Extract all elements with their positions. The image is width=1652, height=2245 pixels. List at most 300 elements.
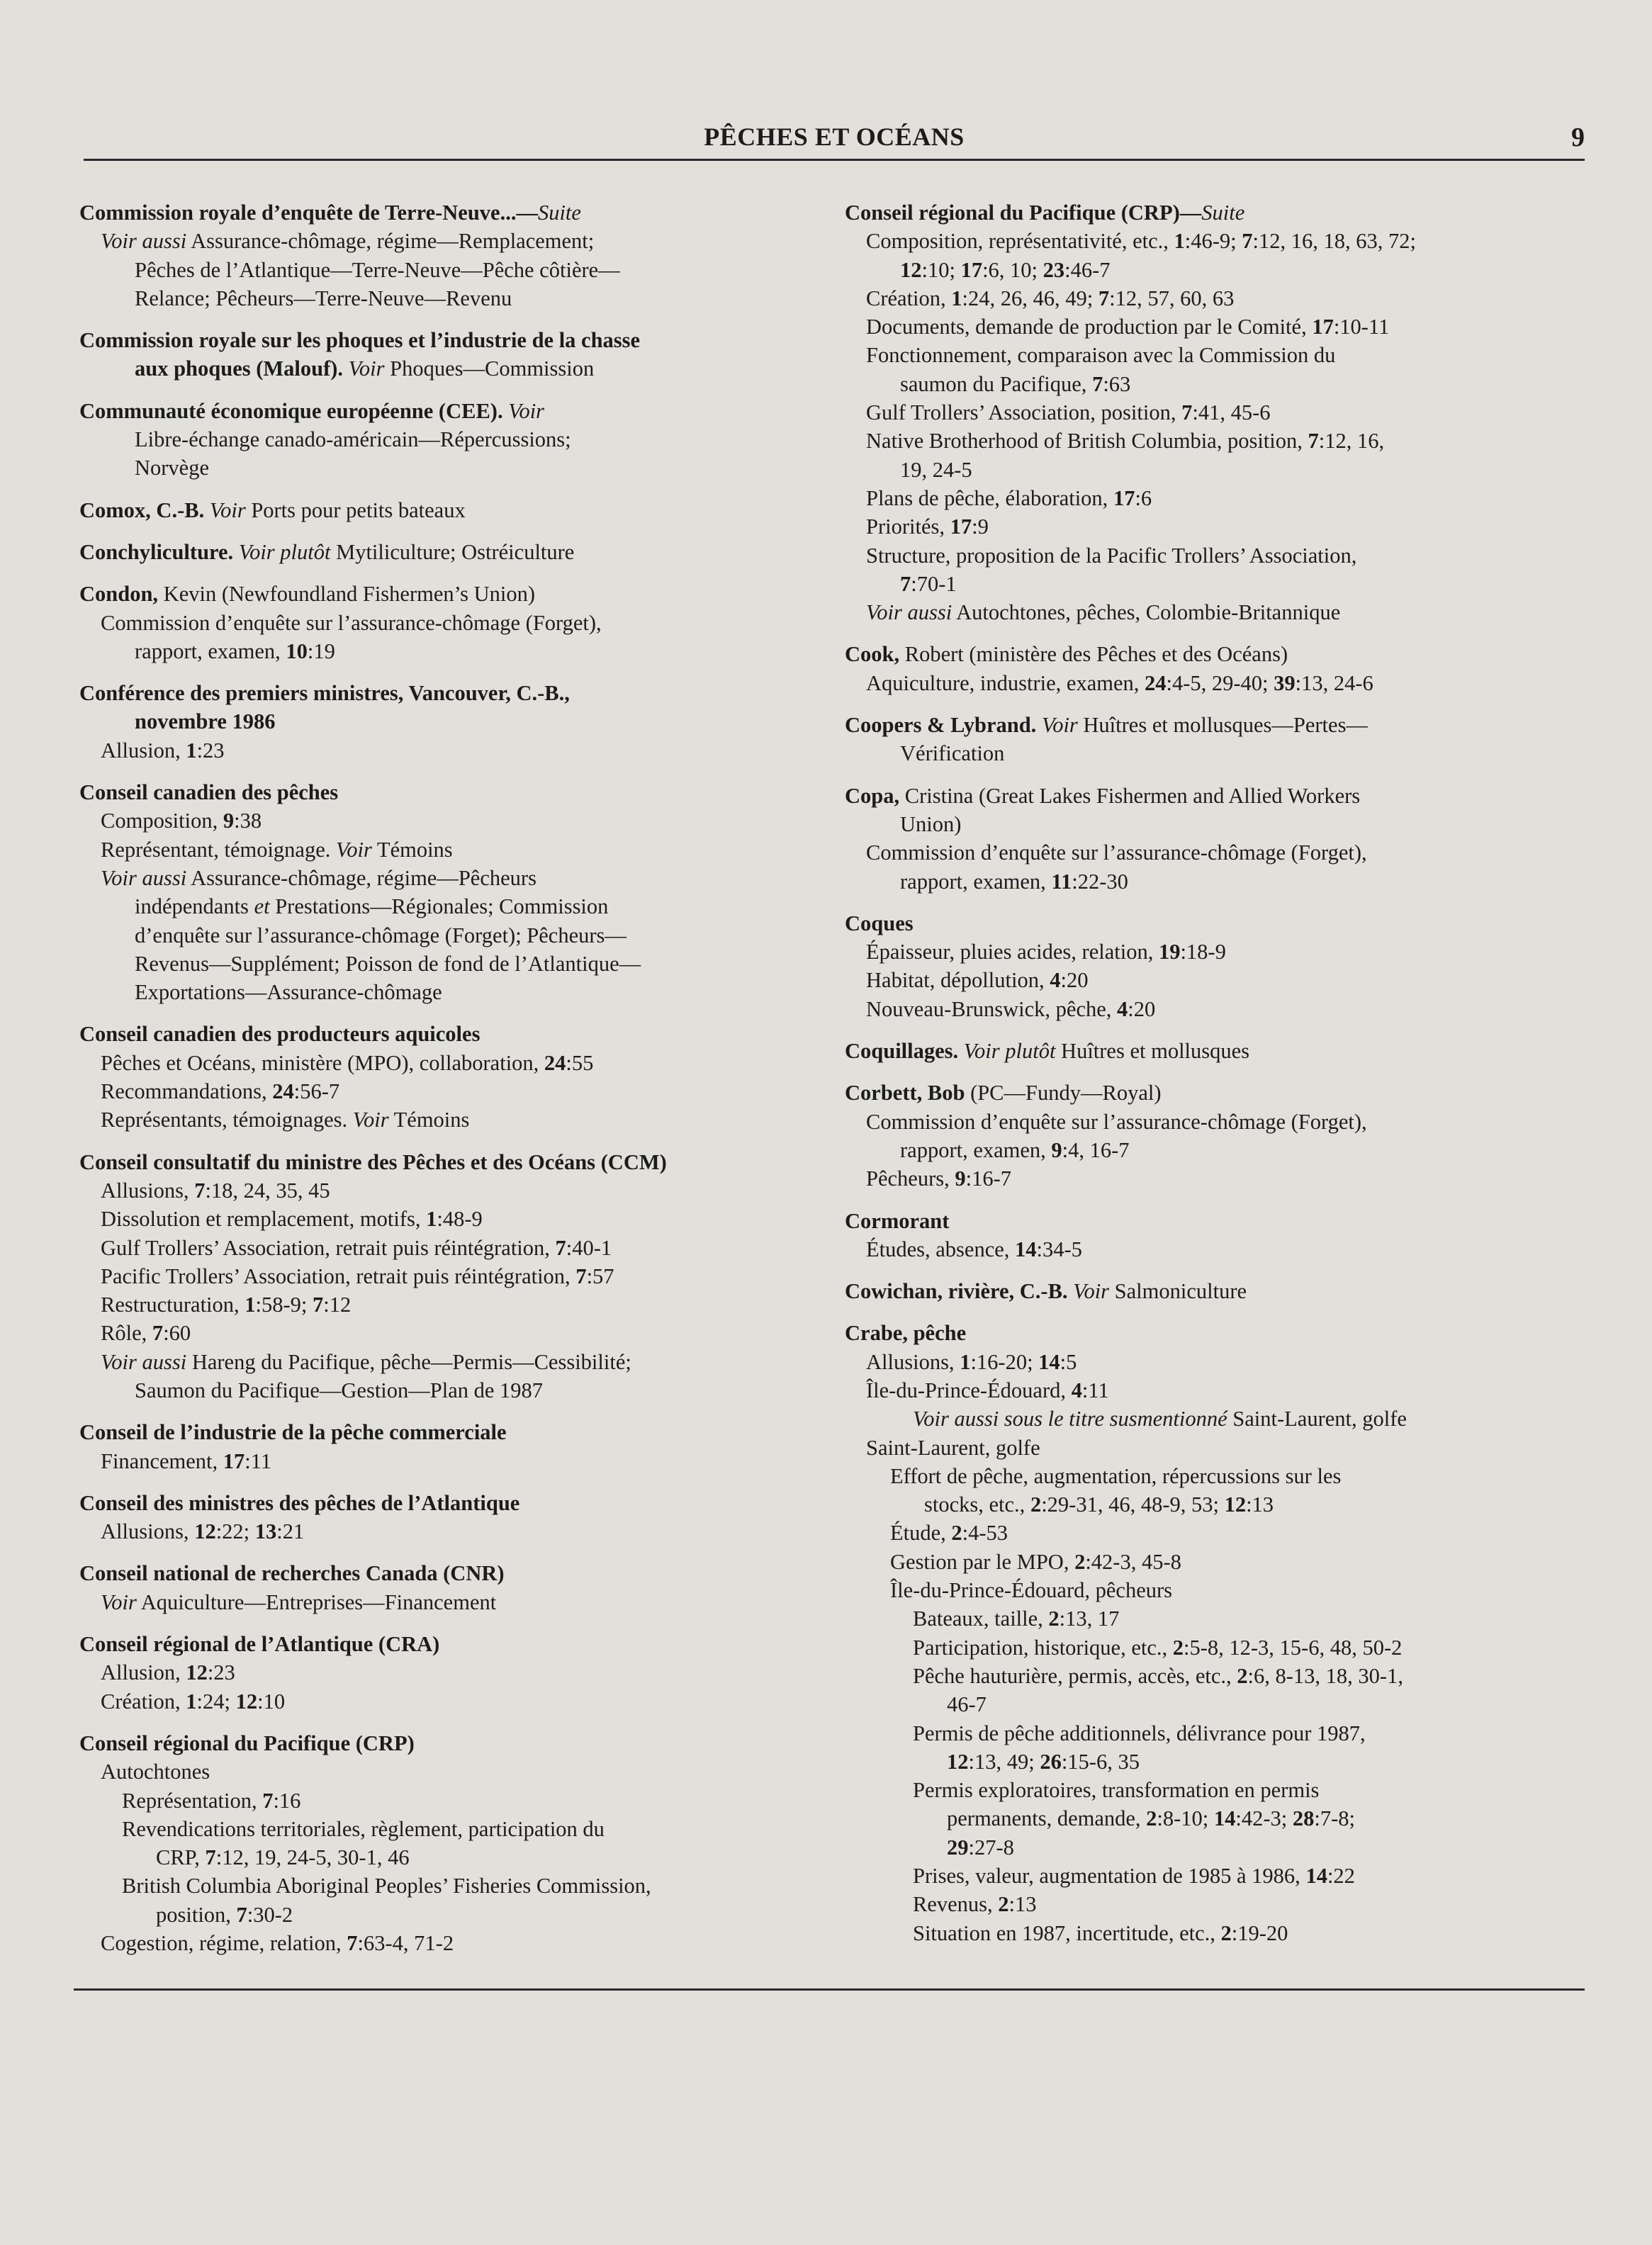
- text-run: Cowichan, rivière, C.-B.: [845, 1279, 1068, 1304]
- text-run: Gestion par le MPO,: [890, 1549, 1075, 1574]
- text-run: 28: [1292, 1806, 1315, 1831]
- text-run: 12: [186, 1660, 208, 1685]
- entry-heading: [845, 711, 1589, 739]
- text-run: Voir: [352, 1108, 389, 1132]
- text-run: :7-8;: [1314, 1806, 1355, 1831]
- text-run: :13: [1008, 1892, 1037, 1917]
- text-run: 2: [951, 1521, 962, 1546]
- text-run: Robert (ministère des Pêches et des Océans): [899, 642, 1288, 667]
- entry-subline: [845, 1376, 1589, 1405]
- text-run: Île-du-Prince-Édouard,: [866, 1378, 1072, 1402]
- text-run: :29-31, 46, 48-9, 53;: [1041, 1492, 1225, 1517]
- entry-heading: [79, 1630, 824, 1658]
- text-run: Gulf Trollers’ Association, position,: [866, 400, 1182, 425]
- text-run: Commission d’enquête sur l’assurance-chômage (Forget),: [866, 1109, 1367, 1134]
- entry-subline: [79, 806, 824, 835]
- entry-subline: [845, 810, 1589, 838]
- text-run: 23: [1043, 257, 1065, 282]
- text-run: permanents, demande,: [947, 1806, 1147, 1831]
- index-entry: [79, 1729, 824, 1957]
- text-run: 7: [205, 1845, 216, 1870]
- text-run: Nouveau-Brunswick, pêche,: [866, 996, 1118, 1021]
- text-run: :9: [972, 514, 989, 539]
- text-run: Revendications territoriales, règlement, participation du: [122, 1816, 605, 1841]
- entry-subline: [845, 284, 1589, 313]
- entry-subline: [79, 1290, 824, 1319]
- entry-subline: [845, 1690, 1589, 1718]
- entry-subline: [845, 1576, 1589, 1604]
- entry-heading: [845, 198, 1589, 227]
- entry-subline: [79, 1757, 824, 1786]
- text-run: rapport, examen,: [900, 1137, 1052, 1162]
- text-run: Assurance-chômage, régime—Remplacement;: [186, 229, 595, 254]
- entry-subline: [79, 892, 824, 921]
- entry-heading: [79, 538, 824, 566]
- text-run: :42-3, 45-8: [1085, 1549, 1181, 1574]
- text-run: :70-1: [911, 571, 957, 596]
- text-run: 12: [1224, 1492, 1247, 1517]
- index-column-right: [845, 198, 1589, 1961]
- index-entry: [845, 711, 1589, 768]
- text-run: Union): [900, 811, 962, 836]
- text-run: Pacific Trollers’ Association, retrait puis réintégration,: [101, 1264, 576, 1288]
- text-run: Revenus,: [913, 1892, 999, 1917]
- entry-subline: [79, 1872, 824, 1900]
- text-run: Permis de pêche additionnels, délivrance pour 1987,: [913, 1721, 1366, 1745]
- text-run: 9: [1051, 1137, 1062, 1162]
- text-run: Pêcheurs,: [866, 1166, 955, 1191]
- text-run: :4-53: [962, 1521, 1008, 1546]
- entry-heading: [79, 397, 824, 425]
- text-run: Conseil régional du Pacifique (CRP): [79, 1731, 415, 1755]
- text-run: Suite: [1201, 201, 1245, 225]
- text-run: :5-8, 12-3, 15-6, 48, 50-2: [1184, 1635, 1403, 1660]
- text-run: 7: [313, 1293, 324, 1317]
- index-entry: [845, 198, 1589, 626]
- entry-subline: [79, 1105, 824, 1134]
- text-run: Permis exploratoires, transformation en permis: [913, 1778, 1320, 1803]
- text-run: :4-5, 29-40;: [1166, 670, 1274, 695]
- text-run: :16-20;: [970, 1349, 1039, 1374]
- entry-subline: [845, 370, 1589, 398]
- text-run: 14: [1305, 1864, 1327, 1889]
- text-run: Allusions,: [101, 1178, 195, 1203]
- text-run: Situation en 1987, incertitude, etc.,: [913, 1920, 1221, 1945]
- text-run: 14: [1015, 1237, 1037, 1261]
- text-run: 10: [286, 638, 308, 663]
- text-run: Crabe, pêche: [845, 1321, 967, 1346]
- text-run: :12: [323, 1293, 352, 1317]
- text-run: 14: [1213, 1806, 1236, 1831]
- text-run: Commission d’enquête sur l’assurance-chômage (Forget),: [866, 840, 1367, 865]
- text-run: Conseil national de recherches Canada (CNR): [79, 1561, 505, 1586]
- text-run: Effort de pêche, augmentation, répercussions sur les: [890, 1463, 1342, 1488]
- text-run: 19: [1158, 940, 1181, 964]
- entry-heading: [845, 909, 1589, 938]
- text-run: Conseil canadien des pêches: [79, 780, 339, 805]
- text-run: Voir: [1073, 1279, 1110, 1304]
- text-run: :63-4, 71-2: [357, 1931, 454, 1956]
- entry-subline: [845, 512, 1589, 541]
- text-run: Pêches de l’Atlantique—Terre-Neuve—Pêche côtière—: [135, 257, 620, 282]
- text-run: Représentants, témoignages.: [101, 1108, 353, 1132]
- entry-subline: [845, 227, 1589, 255]
- footer-rule: [74, 1988, 1585, 1991]
- text-run: Priorités,: [866, 514, 950, 539]
- index-entry: [79, 1148, 824, 1405]
- entry-subline: [79, 950, 824, 978]
- text-run: Conférence des premiers ministres, Vancouver, C.-B.,: [79, 681, 570, 706]
- entry-subline: [79, 1687, 824, 1716]
- text-run: Saint-Laurent, golfe: [866, 1435, 1040, 1460]
- text-run: Aquiculture—Entreprises—Financement: [136, 1589, 497, 1614]
- text-run: Création,: [101, 1689, 186, 1714]
- text-run: :58-9;: [255, 1293, 313, 1317]
- text-run: :41, 45-6: [1192, 400, 1271, 425]
- text-run: Condon,: [79, 582, 159, 607]
- entry-subline: [845, 1519, 1589, 1547]
- entry-heading: [79, 1489, 824, 1517]
- entry-subline: [79, 864, 824, 892]
- text-run: Épaisseur, pluies acides, relation,: [866, 940, 1159, 964]
- text-run: Relance; Pêcheurs—Terre-Neuve—Revenu: [135, 286, 512, 310]
- text-run: 7: [1092, 371, 1103, 396]
- text-run: Financement,: [101, 1448, 223, 1473]
- text-run: :15-6, 35: [1061, 1749, 1140, 1774]
- entry-subline: [79, 1049, 824, 1077]
- index-entry: [79, 1020, 824, 1134]
- entry-subline: [845, 966, 1589, 994]
- text-run: :34-5: [1036, 1237, 1082, 1261]
- entry-subline: [79, 1348, 824, 1376]
- text-run: Autochtones: [101, 1760, 210, 1784]
- entry-subline: [845, 1164, 1589, 1193]
- text-run: Aquiculture, industrie, examen,: [866, 670, 1145, 695]
- running-title: PÊCHES ET OCÉANS: [704, 123, 965, 151]
- text-run: 9: [223, 809, 235, 833]
- text-run: :23: [207, 1660, 235, 1685]
- index-column-left: [79, 198, 824, 1971]
- text-run: CRP,: [156, 1845, 206, 1870]
- text-run: aux phoques (Malouf).: [135, 356, 344, 381]
- text-run: Phoques—Commission: [384, 356, 595, 381]
- entry-subline: [79, 637, 824, 665]
- text-run: rapport, examen,: [900, 869, 1052, 894]
- text-run: 4: [1117, 996, 1128, 1021]
- text-run: Structure, proposition de la Pacific Trollers’ Association,: [866, 543, 1357, 568]
- entry-subline: [845, 1862, 1589, 1890]
- text-run: :16: [273, 1788, 301, 1813]
- text-run: :4, 16-7: [1062, 1137, 1130, 1162]
- entry-subline: [845, 938, 1589, 966]
- entry-subline: [79, 609, 824, 637]
- entry-subline: [79, 1929, 824, 1957]
- text-run: 7: [262, 1788, 274, 1813]
- text-run: :57: [586, 1264, 614, 1288]
- text-run: Cook,: [845, 642, 900, 667]
- text-run: Pêches et Océans, ministère (MPO), collaboration,: [101, 1050, 544, 1075]
- text-run: Hareng du Pacifique, pêche—Permis—Cessibilité;: [186, 1349, 631, 1374]
- index-entry: [79, 1489, 824, 1546]
- text-run: Huîtres et mollusques: [1055, 1039, 1250, 1064]
- entry-heading: [79, 580, 824, 608]
- text-run: Autochtones, pêches, Colombie-Britannique: [952, 600, 1341, 625]
- page-number: 9: [1571, 123, 1585, 152]
- text-run: Voir: [101, 1589, 137, 1614]
- entry-subline: [845, 427, 1589, 455]
- entry-subline: [79, 736, 824, 765]
- entry-subline: [845, 598, 1589, 626]
- entry-subline: [845, 398, 1589, 427]
- text-run: 7: [1242, 229, 1253, 254]
- text-run: Témoins: [371, 837, 453, 862]
- text-run: :10-11: [1333, 315, 1390, 339]
- text-run: (PC—Fundy—Royal): [965, 1081, 1162, 1105]
- index-entry: [79, 1418, 824, 1475]
- text-run: Étude,: [890, 1521, 952, 1546]
- text-run: :11: [1081, 1378, 1109, 1402]
- entry-subline: [79, 1843, 824, 1872]
- text-run: Voir: [1041, 713, 1078, 738]
- text-run: Vérification: [900, 741, 1005, 766]
- text-run: et: [254, 894, 270, 919]
- entry-subline: [79, 707, 824, 736]
- text-run: Conseil régional de l’Atlantique (CRA): [79, 1632, 440, 1657]
- text-run: indépendants: [135, 894, 254, 919]
- entry-subline: [79, 1658, 824, 1687]
- entry-subline: [845, 1462, 1589, 1490]
- entry-heading: [845, 1319, 1589, 1347]
- text-run: :18, 24, 35, 45: [205, 1178, 330, 1203]
- text-run: Bateaux, taille,: [913, 1607, 1049, 1631]
- text-run: British Columbia Aboriginal Peoples’ Fisheries Commission,: [122, 1874, 651, 1898]
- entry-subline: [845, 1235, 1589, 1264]
- index-entry: [845, 782, 1589, 896]
- header-rule: [84, 159, 1585, 161]
- text-run: Conseil régional du Pacifique (CRP)—: [845, 201, 1202, 225]
- text-run: Études, absence,: [866, 1237, 1016, 1261]
- text-run: Prestations—Régionales; Commission: [269, 894, 609, 919]
- text-run: Corbett, Bob: [845, 1081, 965, 1105]
- text-run: 12: [194, 1519, 216, 1544]
- entry-heading: [845, 782, 1589, 810]
- text-run: 12: [947, 1749, 969, 1774]
- entry-subline: [79, 1815, 824, 1843]
- text-run: :46-7: [1064, 257, 1111, 282]
- text-run: Coques: [845, 911, 914, 935]
- text-run: :18-9: [1180, 940, 1226, 964]
- text-run: 14: [1038, 1349, 1060, 1374]
- text-run: Gulf Trollers’ Association, retrait puis réintégration,: [101, 1235, 556, 1260]
- text-run: Voir aussi: [101, 229, 187, 254]
- text-run: Voir: [348, 356, 385, 381]
- text-run: 1: [426, 1207, 437, 1232]
- text-run: Restructuration,: [101, 1293, 245, 1317]
- entry-subline: [845, 1405, 1589, 1433]
- text-run: Conseil consultatif du ministre des Pêches et des Océans (CCM): [79, 1149, 667, 1174]
- index-entry: [845, 640, 1589, 697]
- text-run: Communauté économique européenne (CEE).: [79, 398, 503, 423]
- text-run: Conseil canadien des producteurs aquicoles: [79, 1022, 481, 1047]
- text-run: :21: [276, 1519, 305, 1544]
- entry-heading: [79, 1148, 824, 1176]
- text-run: :55: [566, 1050, 594, 1075]
- text-run: Documents, demande de production par le Comité,: [866, 315, 1313, 339]
- text-run: :13, 24-6: [1295, 670, 1373, 695]
- text-run: 1: [960, 1349, 971, 1374]
- text-run: 2: [998, 1892, 1009, 1917]
- index-entry: [79, 326, 824, 383]
- text-run: :23: [196, 738, 225, 763]
- text-run: 2: [1237, 1663, 1248, 1688]
- entry-heading: [79, 1418, 824, 1446]
- text-run: 7: [236, 1902, 247, 1927]
- entry-subline: [845, 1136, 1589, 1164]
- text-run: :12, 19, 24-5, 30-1, 46: [215, 1845, 410, 1870]
- text-run: position,: [156, 1902, 237, 1927]
- text-run: Création,: [866, 286, 952, 310]
- entry-subline: [79, 284, 824, 313]
- text-run: 1: [186, 738, 197, 763]
- text-run: 19, 24-5: [900, 457, 972, 482]
- entry-heading: [845, 1079, 1589, 1107]
- index-entry: [845, 1079, 1589, 1193]
- entry-subline: [79, 1901, 824, 1929]
- text-run: Norvège: [135, 456, 210, 480]
- text-run: [233, 540, 239, 564]
- entry-subline: [845, 570, 1589, 598]
- text-run: 39: [1274, 670, 1296, 695]
- text-run: Conseil des ministres des pêches de l’Atlantique: [79, 1490, 520, 1515]
- text-run: Pêche hauturière, permis, accès, etc.,: [913, 1663, 1237, 1688]
- text-run: Assurance-chômage, régime—Pêcheurs: [186, 865, 536, 890]
- text-run: :22: [1327, 1864, 1355, 1889]
- text-run: :13, 17: [1059, 1607, 1120, 1631]
- entry-subline: [79, 1447, 824, 1475]
- text-run: 7: [152, 1321, 164, 1346]
- text-run: Représentation,: [122, 1788, 263, 1813]
- text-run: Conchyliculture.: [79, 539, 234, 564]
- text-run: :19: [307, 638, 335, 663]
- text-run: saumon du Pacifique,: [900, 371, 1093, 396]
- text-run: 1: [245, 1293, 256, 1317]
- entry-heading: [79, 1020, 824, 1048]
- text-run: Kevin (Newfoundland Fishermen’s Union): [158, 582, 536, 607]
- entry-subline: [79, 1234, 824, 1262]
- index-entry: [845, 1207, 1589, 1264]
- text-run: 11: [1051, 869, 1072, 894]
- text-run: Recommandations,: [101, 1079, 273, 1104]
- entry-heading: [79, 679, 824, 707]
- text-run: 46-7: [947, 1692, 987, 1717]
- text-run: [1036, 713, 1042, 737]
- text-run: Cormorant: [845, 1208, 950, 1233]
- entry-heading: [845, 1037, 1589, 1065]
- text-run: :24;: [196, 1689, 236, 1714]
- text-run: Copa,: [845, 783, 900, 808]
- entry-subline: [79, 1517, 824, 1546]
- text-run: Ports pour petits bateaux: [245, 497, 466, 522]
- entry-subline: [79, 425, 824, 454]
- text-run: 17: [223, 1448, 245, 1473]
- text-run: 24: [544, 1050, 566, 1075]
- text-run: 2: [1048, 1607, 1060, 1631]
- text-run: 4: [1071, 1378, 1082, 1402]
- entry-subline: [845, 1890, 1589, 1918]
- entry-subline: [845, 1833, 1589, 1862]
- text-run: Voir: [209, 497, 246, 522]
- entry-subline: [845, 1748, 1589, 1776]
- text-run: Voir plutôt: [963, 1039, 1056, 1064]
- entry-subline: [79, 1176, 824, 1205]
- entry-subline: [79, 454, 824, 482]
- text-run: Allusion,: [101, 1660, 186, 1685]
- text-run: :11: [245, 1448, 272, 1473]
- text-run: 7: [194, 1178, 206, 1203]
- text-run: Commission d’enquête sur l’assurance-chômage (Forget),: [101, 610, 602, 635]
- entry-subline: [79, 1205, 824, 1233]
- entry-subline: [845, 1604, 1589, 1633]
- entry-subline: [845, 456, 1589, 484]
- text-run: [958, 1039, 964, 1063]
- text-run: Native Brotherhood of British Columbia, position,: [866, 429, 1308, 454]
- text-run: 12: [235, 1689, 258, 1714]
- text-run: :60: [163, 1321, 191, 1346]
- text-run: Saint-Laurent, golfe: [1227, 1407, 1407, 1431]
- index-entry: [845, 1319, 1589, 1947]
- text-run: 2: [1030, 1492, 1042, 1517]
- entry-subline: [845, 341, 1589, 369]
- text-run: Île-du-Prince-Édouard, pêcheurs: [890, 1578, 1173, 1603]
- index-entry: [79, 1630, 824, 1716]
- text-run: 7: [900, 571, 911, 596]
- entry-subline: [845, 1434, 1589, 1462]
- text-run: 29: [947, 1835, 969, 1859]
- entry-subline: [79, 1077, 824, 1105]
- text-run: :20: [1060, 968, 1089, 993]
- entry-heading: [79, 1559, 824, 1587]
- entry-heading: [79, 326, 824, 354]
- entry-subline: [79, 835, 824, 864]
- text-run: 2: [1074, 1549, 1086, 1574]
- entry-subline: [845, 1490, 1589, 1519]
- text-run: 17: [1312, 315, 1334, 339]
- entry-subline: [79, 256, 824, 284]
- index-entry: [79, 679, 824, 765]
- entry-subline: [845, 739, 1589, 767]
- text-run: Dissolution et remplacement, motifs,: [101, 1207, 427, 1232]
- text-run: Cogestion, régime, relation,: [101, 1931, 347, 1956]
- entry-subline: [79, 978, 824, 1006]
- text-run: Voir plutôt: [238, 539, 331, 564]
- text-run: :12, 16, 18, 63, 72;: [1252, 229, 1416, 254]
- entry-subline: [845, 1919, 1589, 1947]
- text-run: :24, 26, 46, 49;: [962, 286, 1098, 310]
- text-run: Conseil de l’industrie de la pêche commerciale: [79, 1420, 507, 1445]
- entry-subline: [845, 838, 1589, 867]
- text-run: Saumon du Pacifique—Gestion—Plan de 1987: [135, 1378, 544, 1402]
- entry-subline: [79, 1588, 824, 1616]
- text-run: Revenus—Supplément; Poisson de fond de l’Atlantique—: [135, 951, 641, 976]
- index-entry: [79, 397, 824, 483]
- index-entry: [845, 1277, 1589, 1305]
- text-run: :20: [1128, 996, 1156, 1021]
- text-run: Huîtres et mollusques—Pertes—: [1077, 713, 1368, 738]
- text-run: 26: [1040, 1749, 1062, 1774]
- text-run: :56-7: [293, 1079, 340, 1104]
- index-entry: [79, 778, 824, 1006]
- text-run: Composition, représentativité, etc.,: [866, 229, 1174, 254]
